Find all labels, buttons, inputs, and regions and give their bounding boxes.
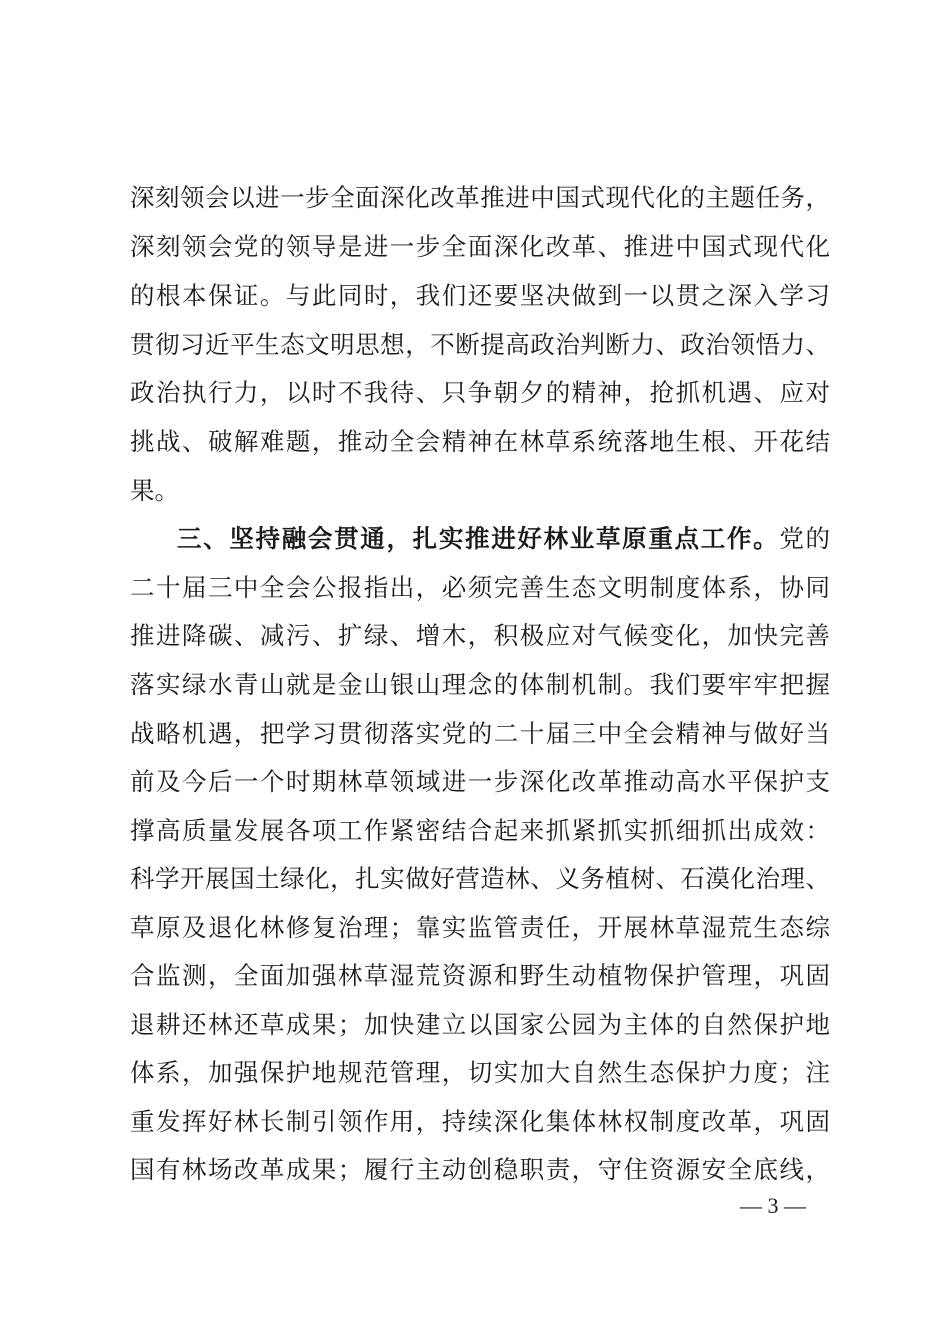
text-line: 撑高质量发展各项工作紧密结合起来抓紧抓实抓细抓出成效： xyxy=(130,816,830,845)
text-line: 体系，加强保护地规范管理，切实加大自然生态保护力度；注 xyxy=(130,1058,830,1087)
text-line: 贯彻习近平生态文明思想，不断提高政治判断力、政治领悟力、 xyxy=(130,330,830,359)
text-line: 二十届三中全会公报指出，必须完善生态文明制度体系，协同 xyxy=(130,573,830,602)
text-line: 深刻领会党的领导是进一步全面深化改革、推进中国式现代化 xyxy=(130,232,830,261)
text-line: 的根本保证。与此同时，我们还要坚决做到一以贯之深入学习 xyxy=(130,281,830,310)
text-line: 挑战、破解难题，推动全会精神在林草系统落地生根、开花结 xyxy=(130,427,830,456)
text-line: 落实绿水青山就是金山银山理念的体制机制。我们要牢牢把握 xyxy=(130,670,830,699)
page-number: — 3 — xyxy=(740,1193,806,1218)
text-line: 草原及退化林修复治理；靠实监管责任，开展林草湿荒生态综 xyxy=(130,913,830,942)
text-line: 政治执行力，以时不我待、只争朝夕的精神，抢抓机遇、应对 xyxy=(130,378,830,407)
text-line: 果。 xyxy=(130,476,179,505)
text-line: 重发挥好林长制引领作用，持续深化集体林权制度改革，巩固 xyxy=(130,1107,830,1136)
text-line: 科学开展国土绿化，扎实做好营造林、义务植树、石漠化治理、 xyxy=(130,864,830,893)
section-heading-continuation: 党的 xyxy=(779,524,830,553)
text-line: 退耕还林还草成果；加快建立以国家公园为主体的自然保护地 xyxy=(130,1010,830,1039)
text-line: 深刻领会以进一步全面深化改革推进中国式现代化的主题任务， xyxy=(130,183,830,212)
text-line: 合监测，全面加强林草湿荒资源和野生动植物保护管理，巩固 xyxy=(130,961,830,990)
text-line: 前及今后一个时期林草领域进一步深化改革推动高水平保护支 xyxy=(130,767,830,796)
text-line: 战略机遇，把学习贯彻落实党的二十届三中全会精神与做好当 xyxy=(130,719,830,748)
text-line: 国有林场改革成果；履行主动创稳职责，守住资源安全底线， xyxy=(130,1155,830,1184)
text-line: 推进降碳、减污、扩绿、增木，积极应对气候变化，加快完善 xyxy=(130,621,830,650)
section-heading: 三、坚持融会贯通，扎实推进好林业草原重点工作。 xyxy=(177,524,780,553)
section-heading-line xyxy=(177,521,830,557)
